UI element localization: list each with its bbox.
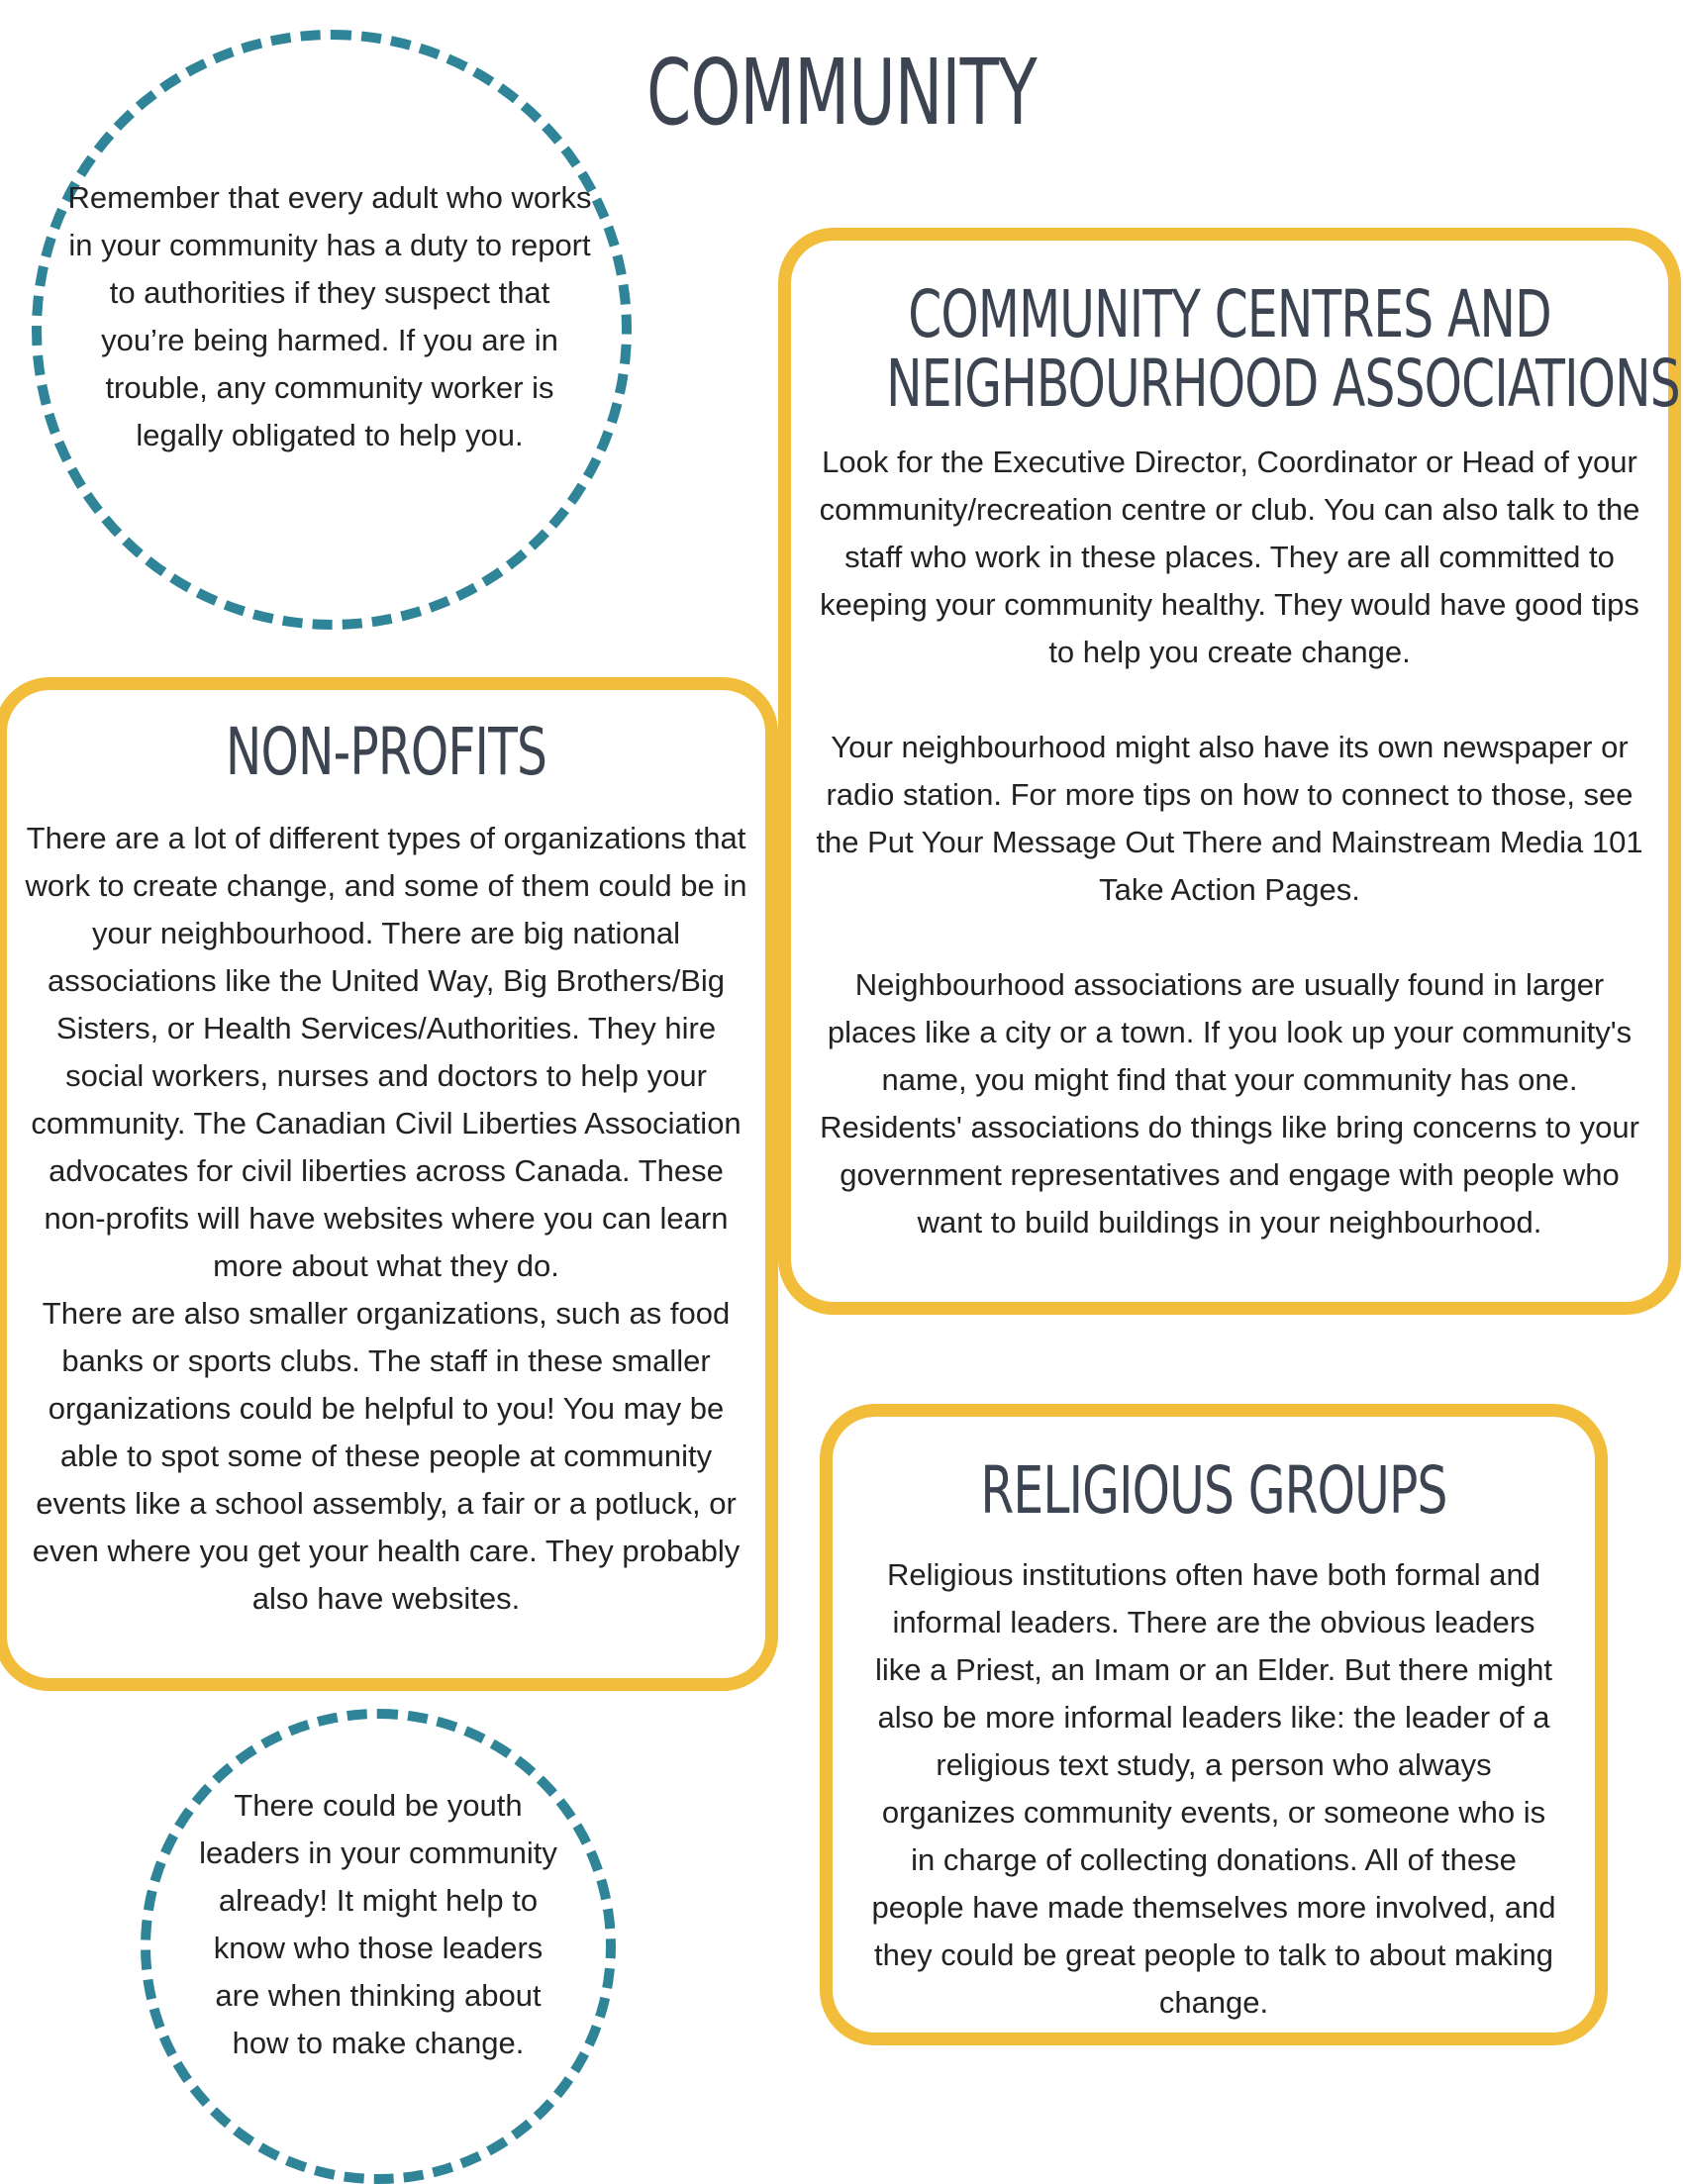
non-profits-box — [0, 677, 778, 1691]
non-profits-body — [21, 815, 751, 1623]
top-callout-text: Remember that every adult who works in your community has a duty to report to authorities if they suspect that you’re being harmed. If you are in trouble, any community worker is legally obligated to help you. — [67, 180, 592, 452]
community-centres-paragraph: Your neighbourhood might also have its own newspaper or radio station. For more tips on how to connect to those, see the Put Your Message Out There and Mainstream Media 101 Take Action Pages. — [816, 730, 1643, 907]
religious-groups-heading: RELIGIOUS GROUPS — [980, 1452, 1447, 1529]
community-centres-heading-line2: NEIGHBOURHOOD ASSOCIATIONS — [886, 346, 1680, 422]
religious-groups-body — [868, 1551, 1559, 2027]
bottom-callout-text: There could be youth leaders in your community already! It might help to know who those leaders are when thinking about how to make change. — [199, 1788, 557, 2060]
religious-groups-paragraph: Religious institutions often have both formal and informal leaders. There are the obvious leaders like a Priest, an Imam or an Elder. But there might also be more informal leaders like: the leader of a religious text study, a person who always organizes community events, or someone who is in charge of collecting donations. All of these people have made themselves more involved, and they could be great people to talk to about making change. — [871, 1557, 1556, 2020]
religious-groups-box — [820, 1404, 1608, 2045]
page-title: COMMUNITY — [646, 40, 1037, 146]
community-centres-body — [811, 439, 1648, 1246]
community-centres-paragraph: Neighbourhood associations are usually found in larger places like a city or a town. If you look up your community's name, you might find that your community has one. Residents' associations do things like bring concerns to your government representatives and engage with people who want to build buildings in your neighbourhood. — [820, 967, 1639, 1240]
non-profits-paragraph: There are also smaller organizations, such as food banks or sports clubs. The staff in these smaller organizations could be helpful to you! You may be able to spot some of these people at community events like a school assembly, a fair or a potluck, or even where you get your health care. They probably also have websites. — [32, 1296, 741, 1616]
non-profits-heading: NON-PROFITS — [225, 714, 547, 790]
community-centres-box — [778, 228, 1681, 1315]
community-centres-paragraph: Look for the Executive Director, Coordinator or Head of your community/recreation centre or club. You can also talk to the staff who work in these places. They are all committed to keeping your community healthy. They would have good tips to help you create change. — [819, 445, 1640, 669]
non-profits-paragraph: There are a lot of different types of organizations that work to create change, and some of them could be in your neighbourhood. There are big national associations like the United Way, Big Brothers/Big Sisters, or Health Services/Authorities. They hire social workers, nurses and doctors to help your community. The Canadian Civil Liberties Association advocates for civil liberties across Canada. These non-profits will have websites where you can learn more about what they do. — [25, 821, 747, 1283]
community-centres-heading-line1: COMMUNITY CENTRES AND — [908, 276, 1551, 352]
